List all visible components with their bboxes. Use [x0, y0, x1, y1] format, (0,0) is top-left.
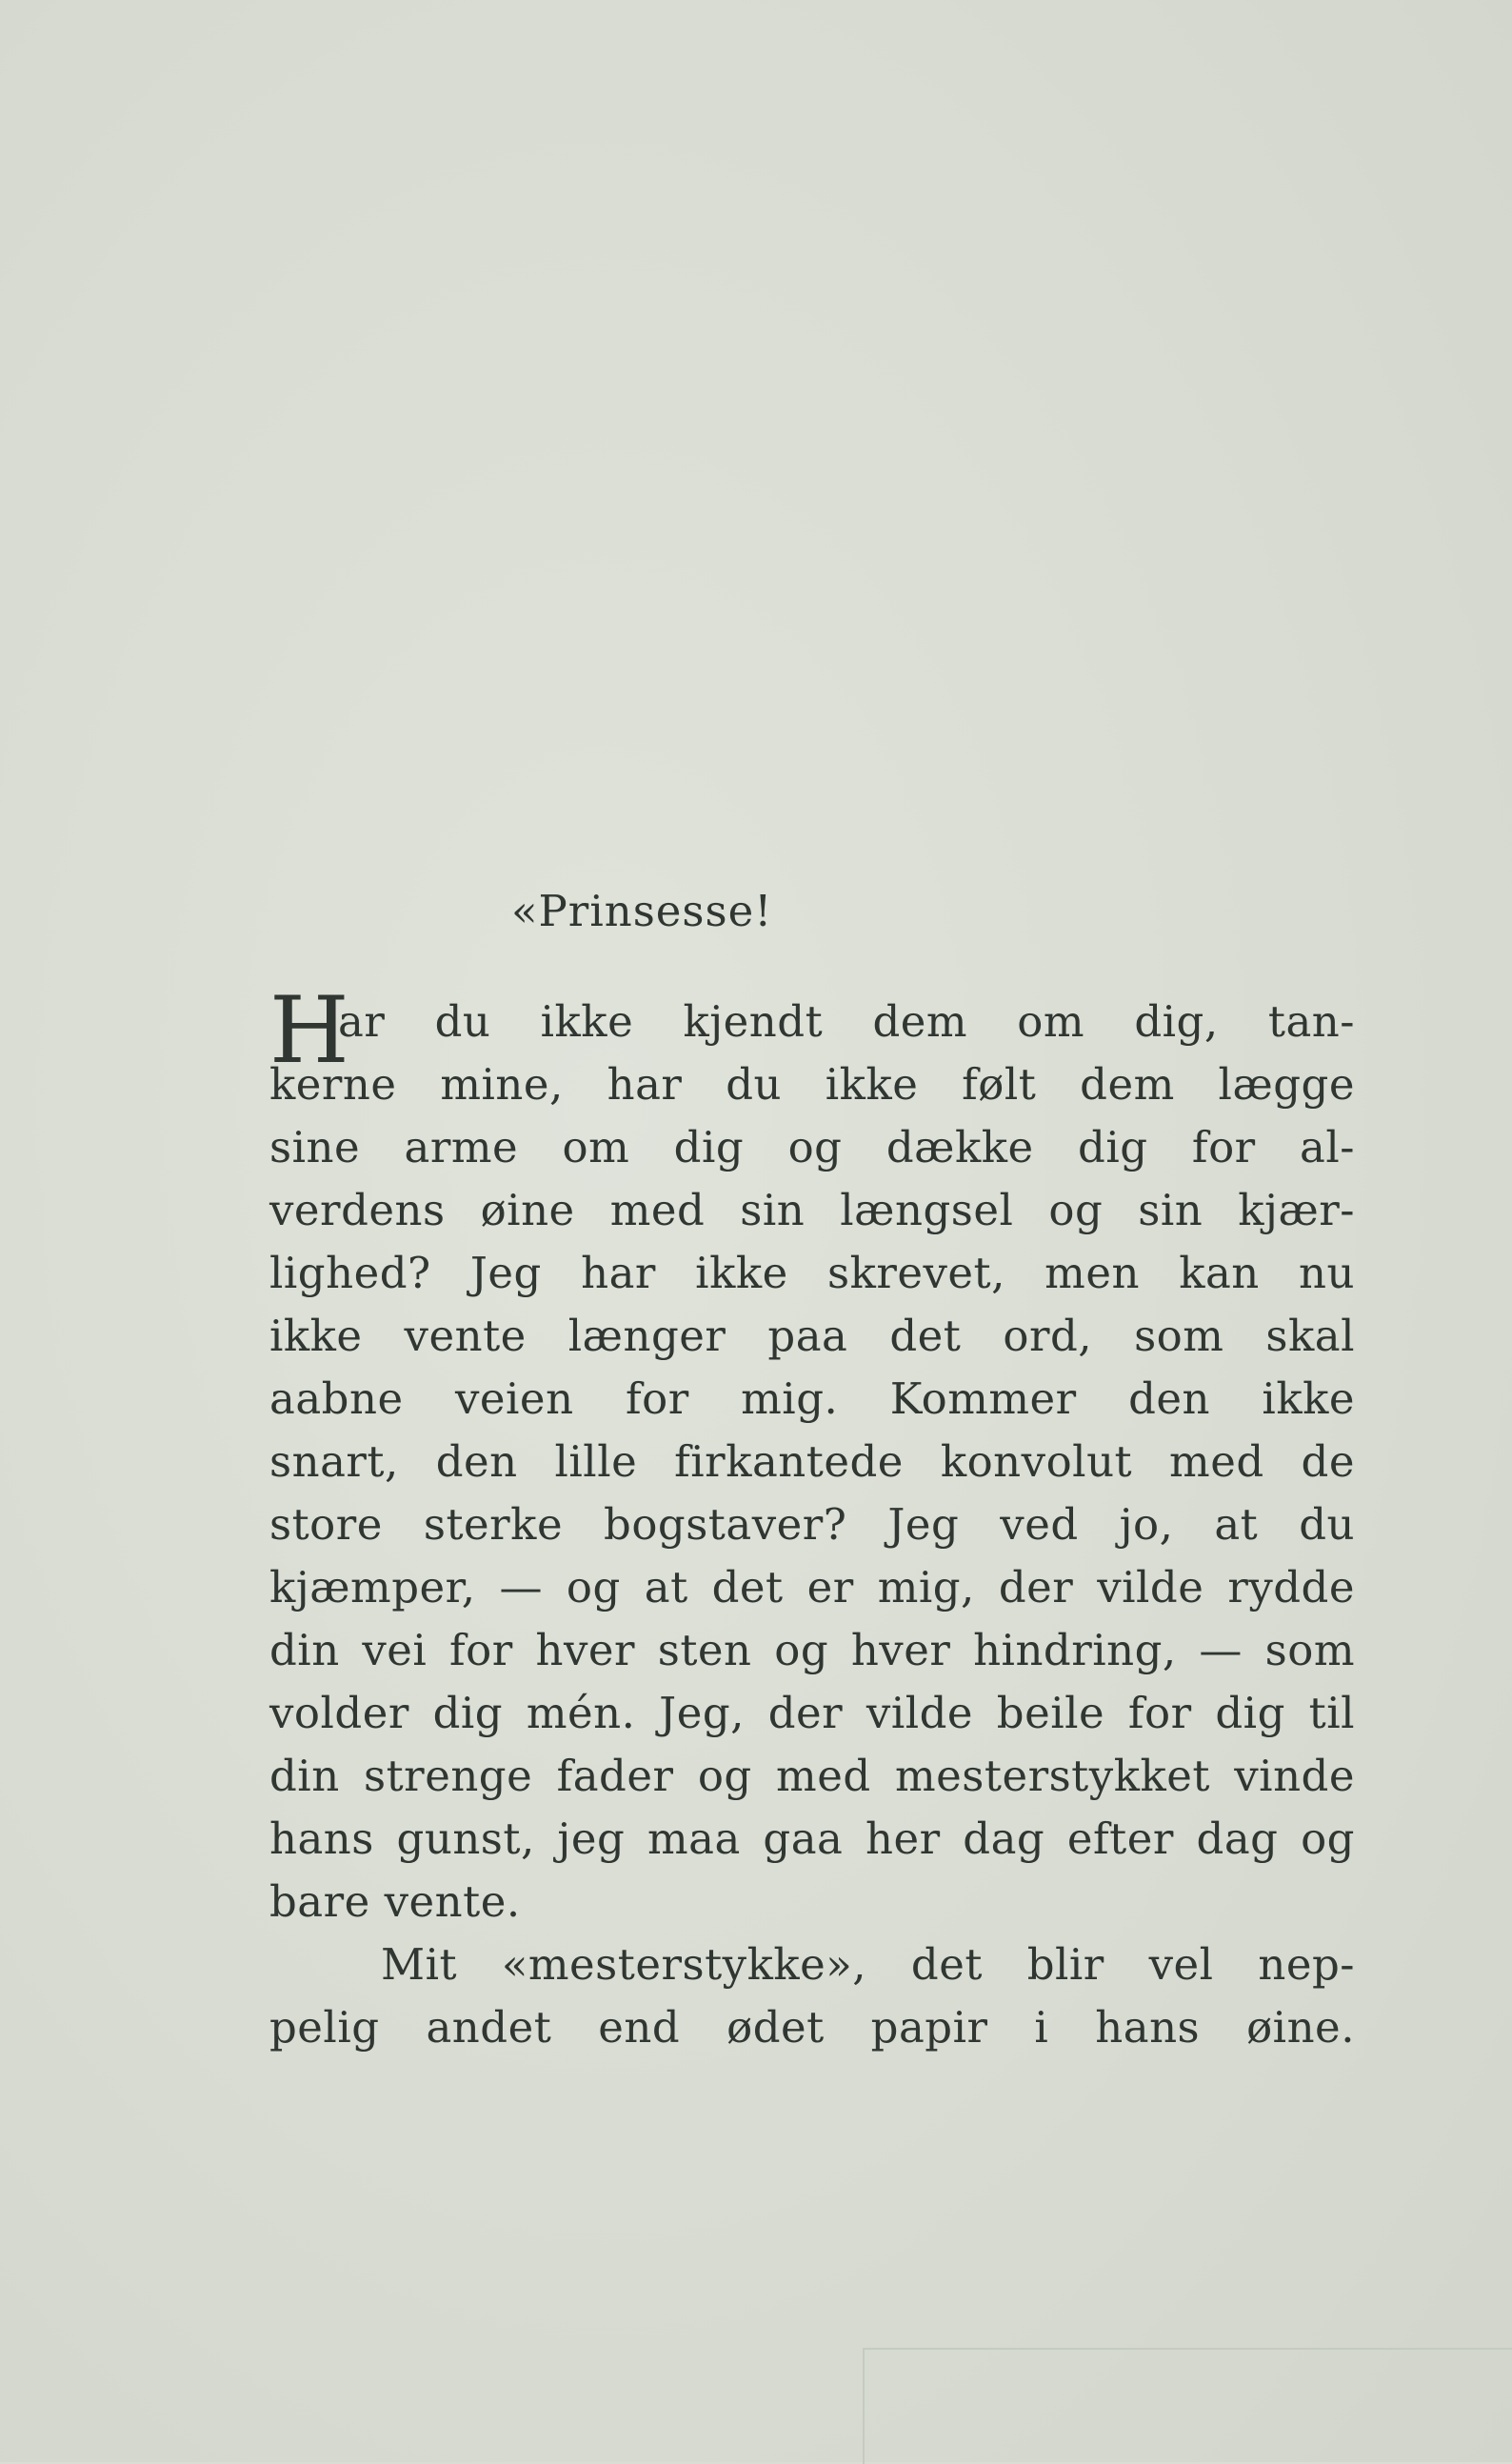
text-line: store sterke bogstaver? Jeg ved jo, at du [269, 1499, 1355, 1550]
text-line: ikke vente længer paa det ord, som skal [269, 1311, 1355, 1361]
text-line: lighed? Jeg har ikke skrevet, men kan nu [269, 1248, 1355, 1298]
paragraph-1-last-line: bare vente. [269, 1876, 521, 1927]
text-line: verdens øine med sin længsel og sin kjær- [269, 1185, 1355, 1235]
text-line: sine arme om dig og dække dig for al- [269, 1122, 1355, 1172]
text-line: din vei for hver sten og hver hindring, — som [269, 1625, 1355, 1675]
text-line: aabne veien for mig. Kommer den ikke [269, 1373, 1355, 1424]
text-line: kerne mine, har du ikke følt dem lægge [269, 1059, 1355, 1110]
text-line: snart, den lille firkantede konvolut med de [269, 1436, 1355, 1487]
text-line: volder dig mén. Jeg, der vilde beile for dig til [269, 1688, 1355, 1738]
first-line-text: ar du ikke kjendt dem om dig, tan- [338, 996, 1355, 1047]
paragraph-2-first-line: Mit «mesterstykke», det blir vel nep- [381, 1939, 1355, 1990]
text-line: din strenge fader og med mesterstykket vinde [269, 1751, 1355, 1801]
paragraph-1-first-line [269, 977, 1355, 1084]
text-line: hans gunst, jeg maa gaa her dag efter dag og [269, 1813, 1355, 1864]
page-edge-mark [863, 2348, 1512, 2464]
paragraph-2-last-line: pelig andet end ødet papir i hans øine. [269, 2002, 1355, 2053]
drop-cap: H [269, 977, 349, 1084]
salutation: «Prinsesse! [511, 886, 773, 936]
text-line: kjæmper, — og at det er mig, der vilde rydde [269, 1562, 1355, 1613]
